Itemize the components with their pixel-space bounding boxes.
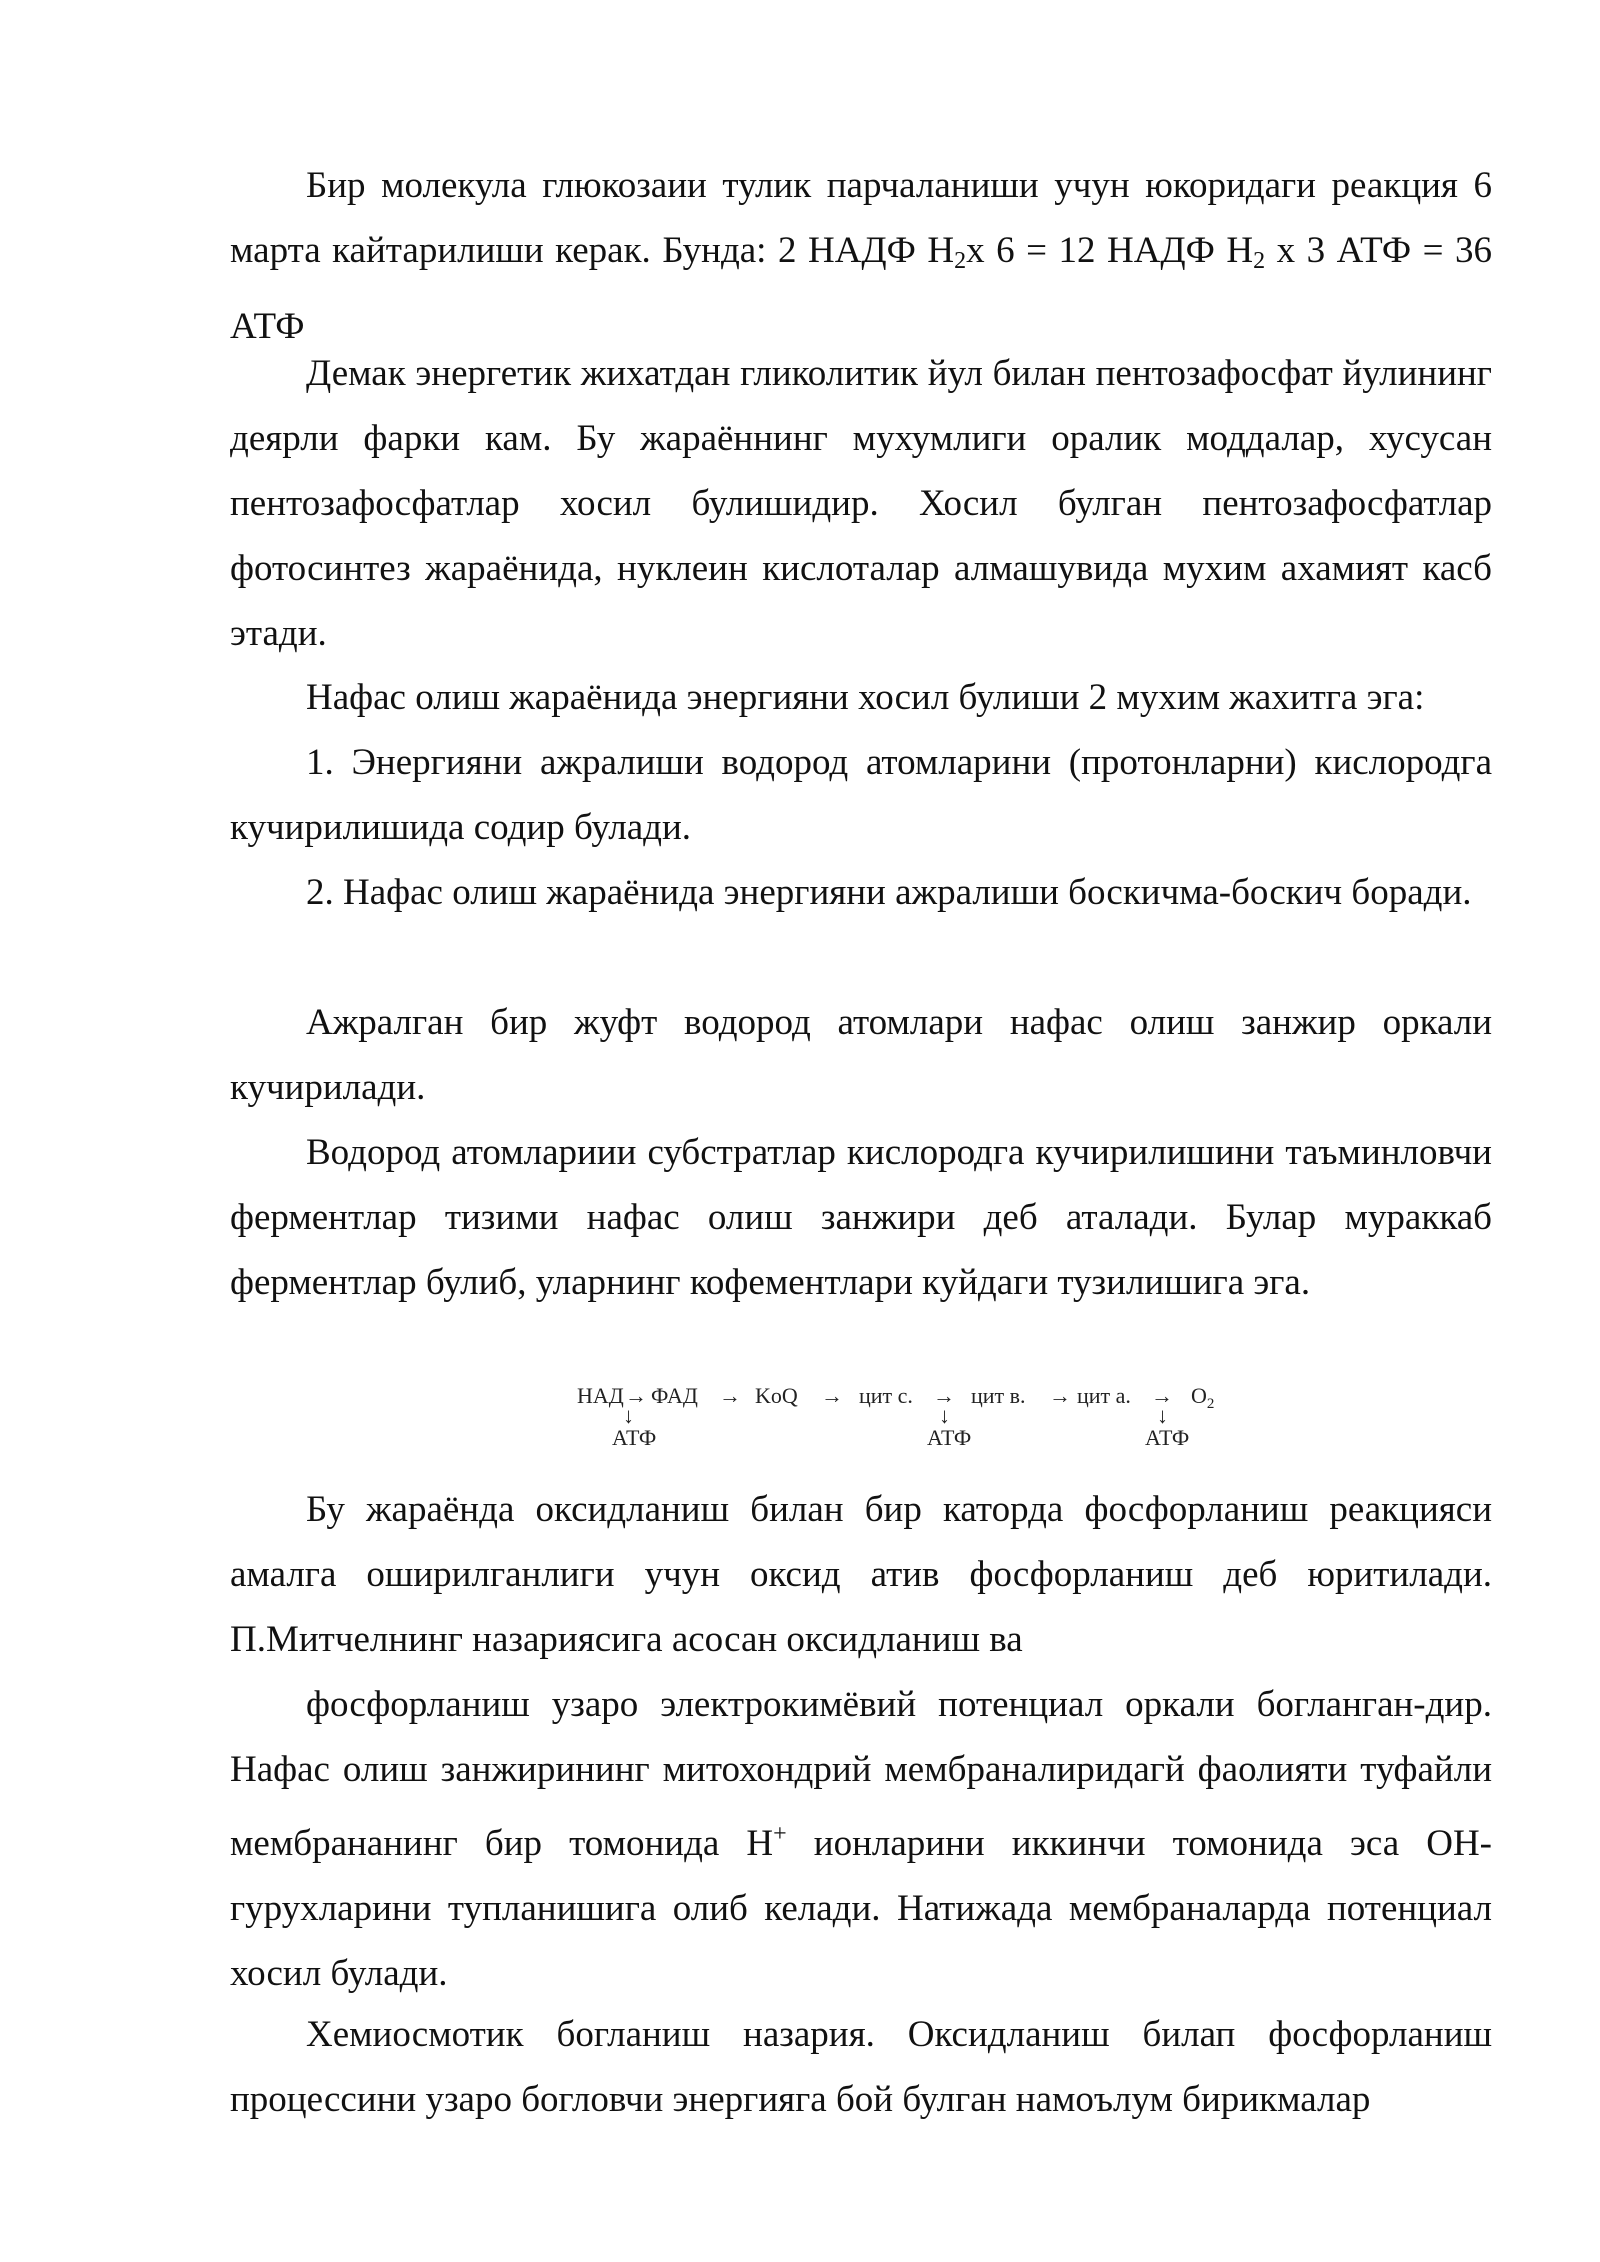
paragraph-oxidative-phosphorylation: Бу жараёнда оксидланиш билан бир каторда фосфорланиш реакцияси амалга оширилганлиги учун оксид атив фосфорланиш деб юритилади. П.Митчелнинг назариясига асосан оксидланиш ва bbox=[230, 1489, 1492, 1660]
paragraph-point-1: 1. Энергияни ажралиши водород атомларини (протонларни) кислородга кучирилишида содир булади. bbox=[230, 742, 1492, 848]
scheme-cyt-a: цит а. bbox=[1077, 1383, 1131, 1408]
paragraph-text: Бир молекула глюкозаии тулик парчаланиши учун юкоридаги реакция 6 марта кайтарилиши керак. Бунда: 2 НАДФ Н bbox=[230, 165, 1492, 271]
paragraph-respiratory-chain: Водород атомлариии субстратлар кислородга кучирилишини таъминловчи ферментлар тизими нафас олиш занжири деб аталади. Булар мураккаб ферментлар булиб, уларнинг кофементлари куйдаги тузилишига эга. bbox=[230, 1132, 1492, 1303]
scheme-o-symbol: О bbox=[1191, 1383, 1207, 1408]
scheme-fad: ФАД bbox=[651, 1383, 698, 1408]
scheme-cyt-c: цит с. bbox=[859, 1383, 913, 1408]
scheme-cyt-b: цит в. bbox=[971, 1383, 1026, 1408]
paragraph-hydrogen-pair: Ажралган бир жуфт водород атомлари нафас олиш занжир оркали кучирилади. bbox=[230, 1002, 1492, 1108]
scheme-o2 bbox=[1191, 1383, 1215, 1412]
arrow-right-icon: → bbox=[933, 1383, 955, 1408]
paragraph-glucose-breakdown bbox=[230, 153, 1492, 359]
subscript: 2 bbox=[1253, 248, 1266, 274]
scheme-atp-1: АТФ bbox=[612, 1425, 657, 1450]
arrow-right-icon: → bbox=[821, 1383, 843, 1408]
scheme-atp-3: АТФ bbox=[1145, 1425, 1190, 1450]
subscript: 2 bbox=[954, 248, 967, 274]
paragraph-text: ионларини иккинчи томонида эса ОН- гурухларини тупланишига олиб келади. Натижада мембраналарда потенциал хосил булади. bbox=[230, 1823, 1492, 1994]
paragraph-chemiosmotic-theory: Хемиосмотик богланиш назария. Оксидланиш билап фосфорланиш процессини узаро богловчи энергияга бой булган намоълум бирикмалар bbox=[230, 2014, 1492, 2120]
arrow-right-icon: → bbox=[1151, 1383, 1173, 1408]
subscript: 2 bbox=[1206, 1396, 1215, 1412]
arrow-down-icon: ↓ bbox=[939, 1403, 950, 1428]
arrow-right-icon: → bbox=[625, 1383, 647, 1408]
scheme-koq: KoQ bbox=[755, 1383, 798, 1408]
paragraph-text: фосфорланиш узаро электрокимёвий потенциал оркали богланган-дир. Нафас олиш занжирининг митохондрий мембраналиридагй фаолияти туфайли мембрананинг бир томонида Н bbox=[230, 1684, 1492, 1864]
superscript: + bbox=[773, 1821, 787, 1847]
scheme-atp-2: АТФ bbox=[927, 1425, 972, 1450]
paragraph-respiration-energy: Нафас олиш жараёнида энергияни хосил булиши 2 мухим жахитга эга: bbox=[306, 677, 1425, 718]
paragraph-text: х 6 = 12 НАДФ Н bbox=[966, 230, 1254, 271]
arrow-right-icon: → bbox=[719, 1383, 741, 1408]
arrow-down-icon: ↓ bbox=[1157, 1403, 1168, 1428]
arrow-down-icon: ↓ bbox=[623, 1403, 634, 1428]
electron-transport-scheme bbox=[577, 1383, 1237, 1453]
paragraph-text: х 3 АТФ = 36 АТФ bbox=[230, 230, 1492, 347]
paragraph-electrochemical-potential bbox=[230, 1672, 1492, 2006]
paragraph-pentose-phosphate: Демак энергетик жихатдан гликолитик йул билан пентозафосфат йулининг деярли фарки кам. Бу жараённинг мухумлиги оралик моддалар, хусусан пентозафосфатлар хосил булишидир. Хосил булган пентозафосфатлар фотосинтез жараёнида, нуклеин кислоталар алмашувида мухим ахамият касб этади. bbox=[230, 353, 1492, 654]
paragraph-point-2: 2. Нафас олиш жараёнида энергияни ажралиши боскичма-боскич боради. bbox=[306, 872, 1472, 913]
scheme-nad: НАД bbox=[577, 1383, 624, 1408]
arrow-right-icon: → bbox=[1049, 1383, 1071, 1408]
